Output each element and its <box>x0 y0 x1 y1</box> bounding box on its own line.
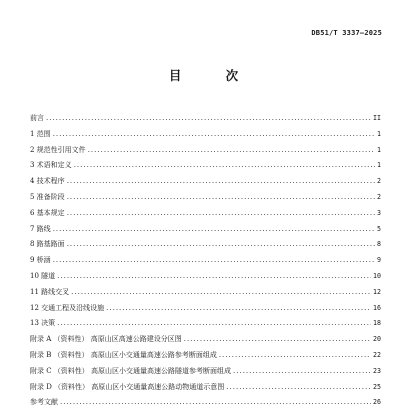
toc-entry-page: 9 <box>377 256 381 265</box>
toc-entry[interactable] <box>30 190 381 206</box>
toc-entry[interactable] <box>30 143 381 159</box>
toc-entry-label: 参考文献 <box>30 398 58 407</box>
toc-entry[interactable] <box>30 285 381 301</box>
toc-leader-dots <box>106 301 371 317</box>
toc-entry-label: 附录 B （资料性） 高原山区小交通量高速公路参考断面组成 <box>30 350 217 359</box>
toc-entry-page: 5 <box>377 224 381 233</box>
toc-entry-page: 2 <box>377 177 381 186</box>
toc-entry-page: 23 <box>373 366 381 375</box>
toc-leader-dots <box>60 395 371 411</box>
toc-entry[interactable] <box>30 253 381 269</box>
toc-entry[interactable] <box>30 111 381 127</box>
toc-entry-page: 1 <box>377 129 381 138</box>
toc-leader-dots <box>67 190 375 206</box>
toc-leader-dots <box>184 332 371 348</box>
toc-entry-page: 1 <box>377 145 381 154</box>
toc-entry-label: 12 交通工程及沿线设施 <box>30 303 105 312</box>
toc-entry[interactable] <box>30 301 381 317</box>
toc-entry-label: 13 决策 <box>30 319 56 328</box>
toc-entry-label: 4 技术程序 <box>30 177 65 186</box>
toc-leader-dots <box>71 285 371 301</box>
toc-entry[interactable] <box>30 127 381 143</box>
toc-leader-dots <box>57 269 371 285</box>
toc-entry[interactable] <box>30 395 381 411</box>
toc-entry-label: 5 准备阶段 <box>30 192 65 201</box>
toc-entry-page: 8 <box>377 240 381 249</box>
page-title: 目 次 <box>168 68 259 83</box>
toc-entry[interactable] <box>30 206 381 222</box>
toc-entry-label: 前言 <box>30 114 44 122</box>
table-of-contents <box>30 111 381 411</box>
toc-entry-page: 12 <box>373 287 381 296</box>
toc-entry[interactable] <box>30 158 381 174</box>
toc-entry-page: 2 <box>377 192 381 201</box>
toc-leader-dots <box>226 380 371 396</box>
toc-entry-label: 3 术语和定义 <box>30 161 72 170</box>
toc-entry-page: 16 <box>373 303 381 312</box>
toc-entry[interactable] <box>30 269 381 285</box>
toc-entry-page: 25 <box>373 382 381 391</box>
toc-entry-label: 9 桥涵 <box>30 256 51 265</box>
toc-leader-dots <box>233 364 371 380</box>
toc-entry-label: 附录 D （资料性） 高原山区小交通量高速公路动物通道示意图 <box>30 382 225 391</box>
toc-entry[interactable] <box>30 380 381 396</box>
toc-entry[interactable] <box>30 348 381 364</box>
toc-leader-dots <box>57 316 371 332</box>
toc-entry[interactable] <box>30 332 381 348</box>
toc-leader-dots <box>67 206 375 222</box>
toc-leader-dots <box>46 111 371 127</box>
standard-code: DB51/T 3337—2025 <box>311 29 382 37</box>
toc-leader-dots <box>53 222 375 238</box>
toc-entry[interactable] <box>30 174 381 190</box>
toc-entry-label: 1 范围 <box>30 129 51 138</box>
toc-entry-label: 8 路基路面 <box>30 240 65 249</box>
toc-leader-dots <box>88 143 375 159</box>
toc-entry-label: 7 路线 <box>30 224 51 233</box>
toc-leader-dots <box>74 158 375 174</box>
toc-entry-label: 6 基本规定 <box>30 208 65 217</box>
toc-entry[interactable] <box>30 316 381 332</box>
toc-entry[interactable] <box>30 237 381 253</box>
toc-entry[interactable] <box>30 364 381 380</box>
toc-entry-page: 18 <box>373 319 381 328</box>
toc-leader-dots <box>53 127 375 143</box>
toc-entry-page: 1 <box>377 161 381 170</box>
toc-entry-label: 11 路线交叉 <box>30 287 70 296</box>
toc-entry-label: 附录 A （资料性） 高原山区高速公路建设分区图 <box>30 335 182 344</box>
toc-leader-dots <box>67 174 375 190</box>
toc-leader-dots <box>53 253 375 269</box>
toc-entry-page: 3 <box>377 208 381 217</box>
toc-entry-label: 2 规范性引用文件 <box>30 145 86 154</box>
toc-entry-label: 附录 C （资料性） 高原山区小交通量高速公路隧道参考断面组成 <box>30 366 232 375</box>
toc-leader-dots <box>219 348 371 364</box>
toc-entry-page: 10 <box>373 271 381 280</box>
toc-entry-page: 26 <box>373 398 381 407</box>
toc-entry-page: 22 <box>373 350 381 359</box>
toc-entry-page: II <box>373 114 381 122</box>
toc-entry[interactable] <box>30 222 381 238</box>
toc-entry-label: 10 隧道 <box>30 271 56 280</box>
toc-leader-dots <box>67 237 375 253</box>
toc-entry-page: 20 <box>373 335 381 344</box>
